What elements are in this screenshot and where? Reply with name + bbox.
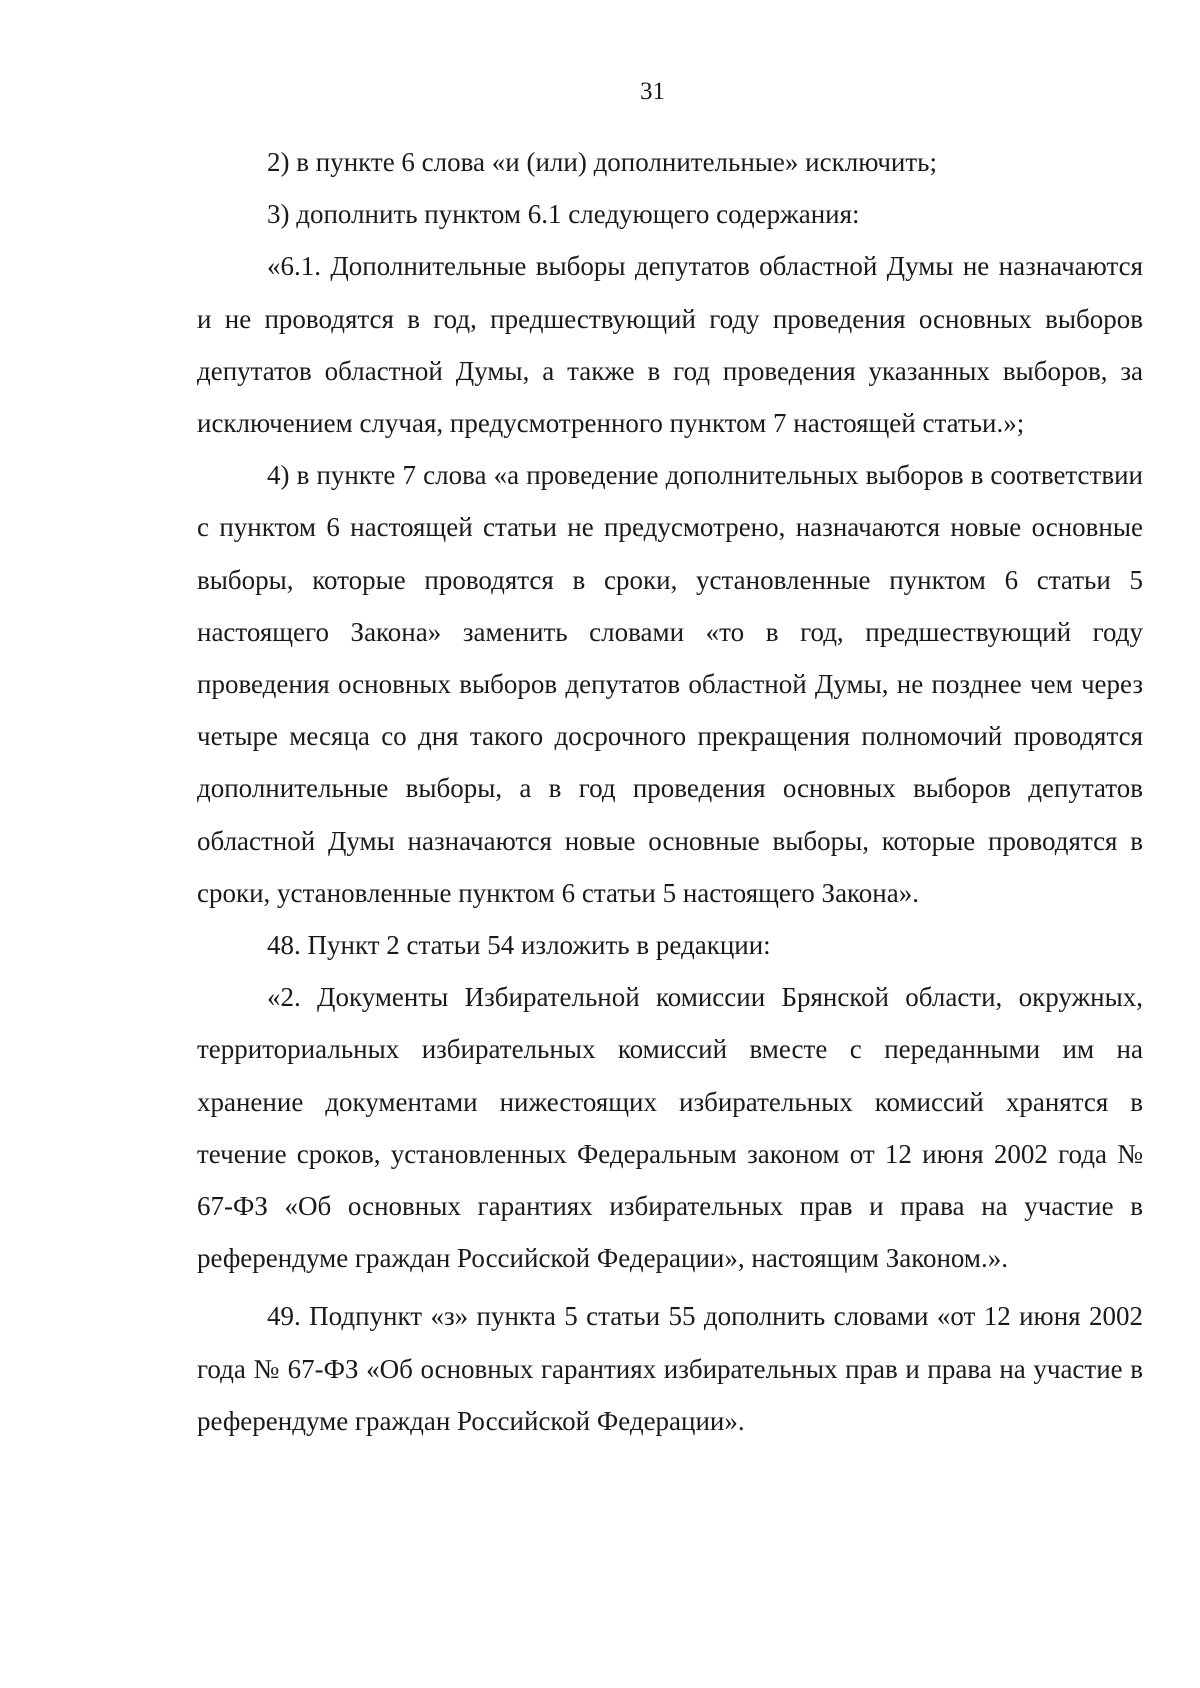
paragraph-section-48: 48. Пункт 2 статьи 54 изложить в редакции: <box>267 930 771 961</box>
paragraph-clause-6-1: «6.1. Дополнительные выборы депутатов областной Думы не назначаются и не проводятся в год, предшествующий году проведения основных выборов депутатов областной Думы, а также в год проведения указанных выборов, за исключением случая, предусмотренного пунктом 7 настоящей статьи.»; <box>197 251 1143 439</box>
paragraph-item-3: 3) дополнить пунктом 6.1 следующего содержания: <box>267 199 860 230</box>
paragraph-section-49: 49. Подпункт «з» пункта 5 статьи 55 дополнить словами «от 12 июня 2002 года № 67-ФЗ «Об основных гарантиях избирательных прав и права на участие в референдуме граждан Российской Федерации». <box>197 1301 1143 1436</box>
paragraph-clause-2: «2. Документы Избирательной комиссии Брянской области, окружных, территориальных избирательных комиссий вместе с переданными им на хранение документами нижестоящих избирательных комиссий хранятся в течение сроков, установленных Федеральным законом от 12 июня 2002 года № 67-ФЗ «Об основных гарантиях избирательных прав и права на участие в референдуме граждан Российской Федерации», настоящим Законом.». <box>197 982 1143 1274</box>
document-body <box>197 136 1143 1447</box>
paragraph-item-2: 2) в пункте 6 слова «и (или) дополнительные» исключить; <box>267 147 937 177</box>
page-number: 31 <box>640 78 665 105</box>
paragraph-item-4: 4) в пункте 7 слова «а проведение дополнительных выборов в соответствии с пунктом 6 настоящей статьи не предусмотрено, назначаются новые основные выборы, которые проводятся в сроки, установленные пунктом 6 статьи 5 настоящего Закона» заменить словами «то в год, предшествующий году проведения основных выборов депутатов областной Думы, не позднее чем через четыре месяца со дня такого досрочного прекращения полномочий проводятся дополнительные выборы, а в год проведения основных выборов депутатов областной Думы назначаются новые основные выборы, которые проводятся в сроки, установленные пунктом 6 статьи 5 настоящего Закона». <box>197 460 1143 908</box>
